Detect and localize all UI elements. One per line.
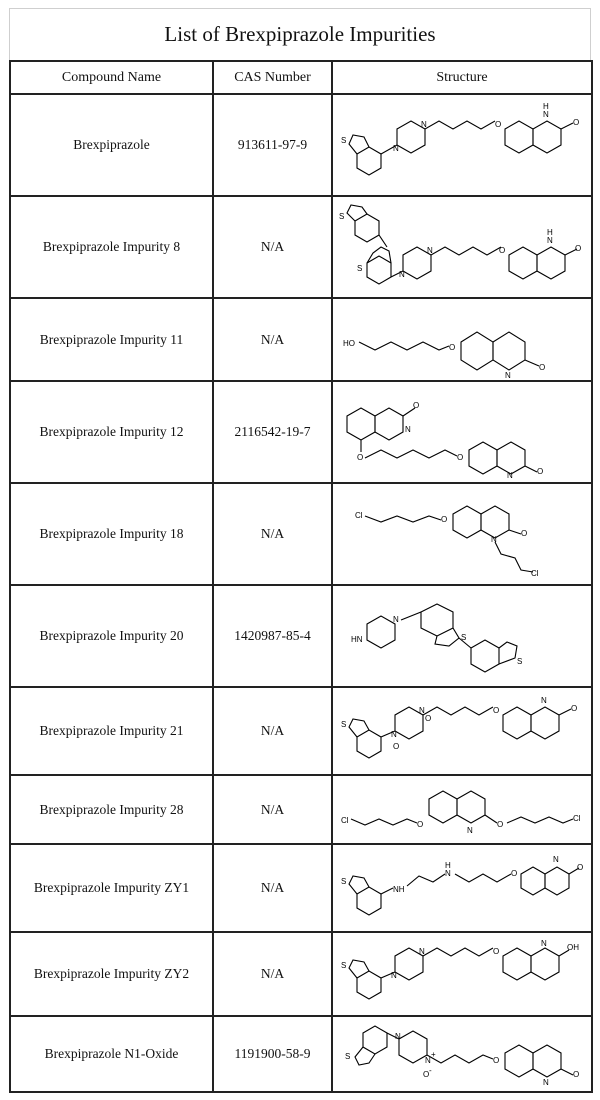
svg-text:O: O <box>573 1070 580 1079</box>
chemical-structure-drawing <box>337 936 587 1012</box>
svg-text:O: O <box>457 453 464 462</box>
svg-text:N: N <box>543 110 549 119</box>
cas-number: 1191900-58-9 <box>213 1016 332 1092</box>
svg-text:O: O <box>571 704 578 713</box>
svg-text:N: N <box>553 855 559 864</box>
compound-name: Brexpiprazole Impurity 8 <box>10 196 213 298</box>
chemical-structure-drawing <box>337 848 587 928</box>
svg-text:H: H <box>547 228 553 237</box>
chemical-structure-drawing <box>337 779 587 841</box>
svg-text:O: O <box>577 863 584 872</box>
chemical-structure-drawing <box>337 691 587 771</box>
table-row <box>10 932 592 1016</box>
svg-text:S: S <box>357 264 363 273</box>
cas-number: 913611-97-9 <box>213 94 332 196</box>
svg-text:N: N <box>427 246 433 255</box>
svg-text:O: O <box>423 1070 430 1079</box>
svg-text:O: O <box>497 819 504 829</box>
svg-text:N: N <box>399 270 405 279</box>
svg-text:S: S <box>341 961 347 970</box>
svg-text:N: N <box>445 869 451 878</box>
svg-text:N: N <box>505 370 511 378</box>
compound-name: Brexpiprazole Impurity 11 <box>10 298 213 381</box>
svg-text:O: O <box>393 742 400 751</box>
compound-name: Brexpiprazole Impurity ZY1 <box>10 844 213 932</box>
structure-image <box>332 483 592 585</box>
svg-text:Cl: Cl <box>341 815 349 825</box>
svg-text:O: O <box>537 467 544 476</box>
table-row <box>10 1016 592 1092</box>
table-row <box>10 775 592 844</box>
svg-text:N: N <box>419 947 425 956</box>
structure-image <box>332 844 592 932</box>
svg-text:N: N <box>425 1056 431 1065</box>
table-row <box>10 381 592 483</box>
svg-text:O: O <box>413 401 420 410</box>
structure-image <box>332 1016 592 1092</box>
svg-text:H: H <box>445 861 451 870</box>
header-compound-name: Compound Name <box>10 61 213 94</box>
svg-text:O: O <box>499 246 506 255</box>
table-row <box>10 687 592 775</box>
svg-text:N: N <box>543 1078 549 1087</box>
svg-text:N: N <box>507 471 513 478</box>
compound-name: Brexpiprazole <box>10 94 213 196</box>
svg-text:N: N <box>491 535 497 544</box>
chemical-structure-drawing <box>337 488 587 580</box>
svg-text:NH: NH <box>393 885 405 894</box>
svg-text:-: - <box>429 1066 432 1075</box>
structure-image <box>332 775 592 844</box>
svg-text:N: N <box>391 730 397 739</box>
cas-number: N/A <box>213 483 332 585</box>
chemical-structure-drawing <box>337 590 587 682</box>
structure-image <box>332 585 592 687</box>
svg-text:N: N <box>541 939 547 948</box>
cas-number: N/A <box>213 775 332 844</box>
chemical-structure-drawing <box>337 302 587 378</box>
cas-number: 2116542-19-7 <box>213 381 332 483</box>
cas-number: N/A <box>213 196 332 298</box>
svg-text:O: O <box>425 714 432 723</box>
svg-text:S: S <box>461 633 467 642</box>
compound-name: Brexpiprazole Impurity 28 <box>10 775 213 844</box>
svg-text:HO: HO <box>343 338 355 348</box>
svg-text:O: O <box>521 529 528 538</box>
structure-image <box>332 687 592 775</box>
svg-text:O: O <box>539 362 546 372</box>
svg-text:Cl: Cl <box>355 511 363 520</box>
svg-text:O: O <box>357 453 364 462</box>
svg-text:N: N <box>391 971 397 980</box>
table-row <box>10 844 592 932</box>
svg-text:HN: HN <box>351 635 363 644</box>
svg-text:N: N <box>419 706 425 715</box>
svg-text:N: N <box>393 615 399 624</box>
svg-text:N: N <box>421 120 427 129</box>
document-title: List of Brexpiprazole Impurities <box>9 8 591 60</box>
svg-text:S: S <box>517 657 523 666</box>
chemical-structure-drawing <box>337 1019 587 1089</box>
svg-text:Cl: Cl <box>573 813 581 823</box>
svg-text:N: N <box>541 696 547 705</box>
svg-text:O: O <box>495 120 502 129</box>
table-row <box>10 585 592 687</box>
table-row <box>10 298 592 381</box>
svg-text:O: O <box>493 706 500 715</box>
cas-number: 1420987-85-4 <box>213 585 332 687</box>
svg-text:S: S <box>341 136 347 145</box>
impurities-table <box>9 60 593 1093</box>
svg-text:O: O <box>493 947 500 956</box>
structure-image <box>332 196 592 298</box>
chemical-structure-drawing <box>337 201 587 293</box>
header-cas-number: CAS Number <box>213 61 332 94</box>
cas-number: N/A <box>213 932 332 1016</box>
structure-image <box>332 381 592 483</box>
svg-text:S: S <box>339 212 345 221</box>
structure-image <box>332 932 592 1016</box>
svg-text:N: N <box>405 425 411 434</box>
compound-name: Brexpiprazole Impurity 21 <box>10 687 213 775</box>
svg-text:O: O <box>449 342 456 352</box>
svg-text:N: N <box>547 236 553 245</box>
cas-number: N/A <box>213 844 332 932</box>
svg-text:O: O <box>417 819 424 829</box>
svg-text:N: N <box>467 825 473 835</box>
svg-text:S: S <box>341 877 347 886</box>
compound-name: Brexpiprazole Impurity 12 <box>10 381 213 483</box>
structure-image <box>332 94 592 196</box>
svg-text:O: O <box>573 118 580 127</box>
table-row <box>10 94 592 196</box>
compound-name: Brexpiprazole Impurity 20 <box>10 585 213 687</box>
compound-name: Brexpiprazole Impurity ZY2 <box>10 932 213 1016</box>
compound-name: Brexpiprazole N1-Oxide <box>10 1016 213 1092</box>
structure-image <box>332 298 592 381</box>
svg-text:O: O <box>441 515 448 524</box>
svg-text:H: H <box>543 102 549 111</box>
table-header-row <box>10 61 592 94</box>
svg-text:O: O <box>575 244 582 253</box>
svg-text:O: O <box>511 869 518 878</box>
header-structure: Structure <box>332 61 592 94</box>
svg-text:N: N <box>393 144 399 153</box>
svg-text:Cl: Cl <box>531 569 539 578</box>
chemical-structure-drawing <box>337 99 587 191</box>
svg-text:OH: OH <box>567 943 579 952</box>
svg-text:N: N <box>395 1032 401 1041</box>
svg-text:S: S <box>345 1052 351 1061</box>
chemical-structure-drawing <box>337 386 587 478</box>
cas-number: N/A <box>213 298 332 381</box>
table-row <box>10 196 592 298</box>
table-row <box>10 483 592 585</box>
cas-number: N/A <box>213 687 332 775</box>
svg-text:+: + <box>431 1050 436 1059</box>
svg-text:O: O <box>493 1056 500 1065</box>
compound-name: Brexpiprazole Impurity 18 <box>10 483 213 585</box>
svg-text:S: S <box>341 720 347 729</box>
